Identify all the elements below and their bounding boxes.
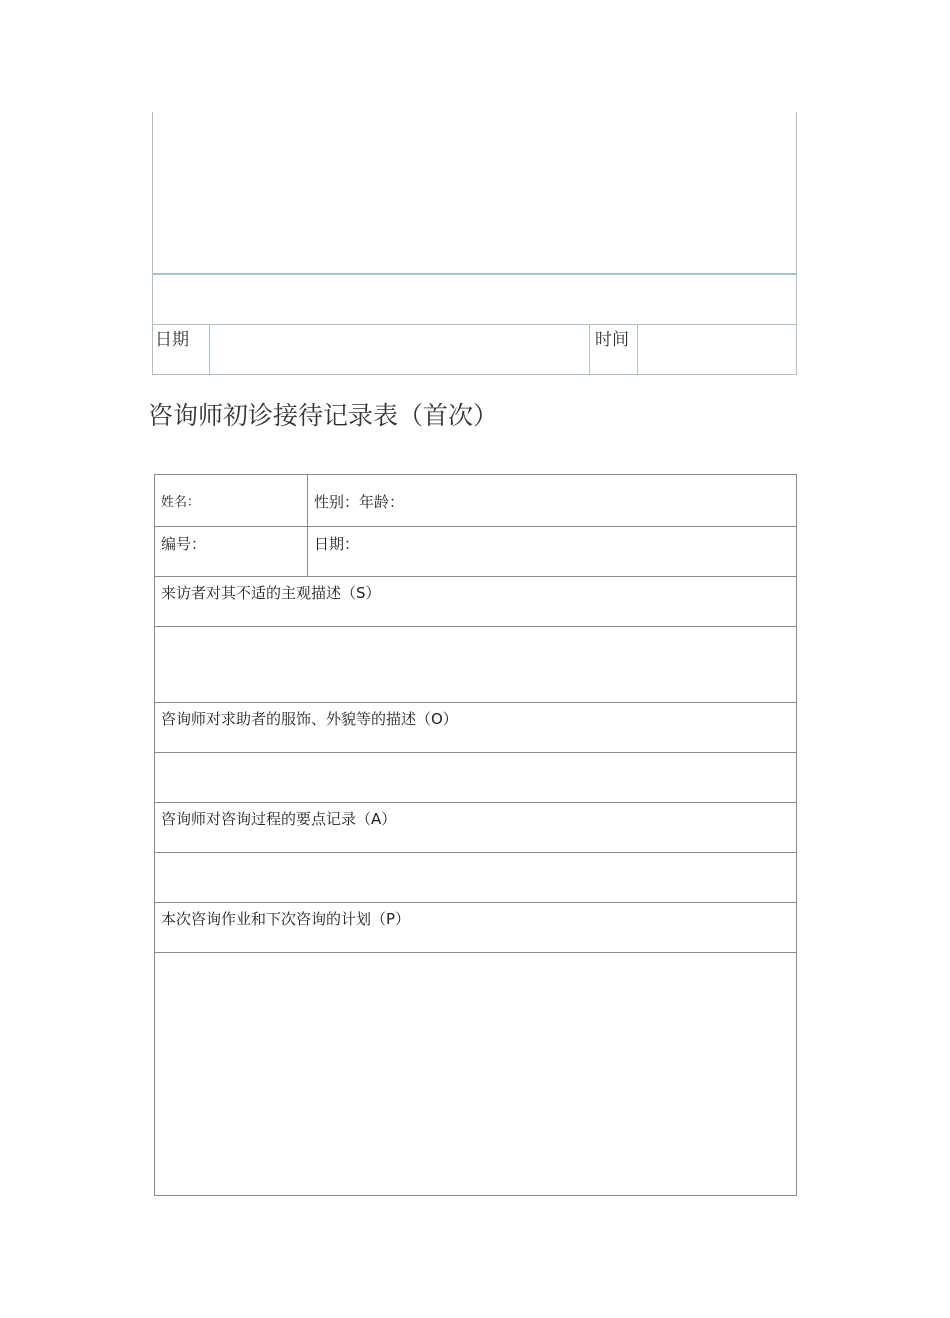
plan-label: 本次咨询作业和下次咨询的计划（P） (161, 910, 411, 928)
subjective-description-label: 来访者对其不适的主观描述（S） (161, 584, 381, 602)
time-label: 时间 (595, 330, 629, 350)
table-row-divider (155, 802, 796, 803)
name-label: 姓名： (161, 495, 201, 510)
table-row-divider (155, 902, 796, 903)
table-right-border (796, 112, 797, 375)
date-label: 日期： (314, 535, 360, 553)
table-row-divider (155, 526, 796, 527)
table-cell-divider (589, 324, 590, 375)
subjective-description-field[interactable] (155, 627, 796, 702)
objective-description-label: 咨询师对求助者的服饰、外貌等的描述（O） (161, 710, 458, 728)
page-title: 咨询师初诊接待记录表（首次） (148, 401, 499, 430)
table-row-divider (152, 273, 797, 275)
record-form-table (154, 474, 797, 1196)
objective-description-field[interactable] (155, 753, 796, 802)
table-row-divider (155, 702, 796, 703)
time-value-cell[interactable] (638, 325, 796, 374)
assessment-record-label: 咨询师对咨询过程的要点记录（A） (161, 810, 397, 828)
gender-age-label: 性别：年龄： (314, 493, 405, 511)
table-row-divider (155, 576, 796, 577)
number-label: 编号： (161, 535, 207, 553)
table-left-border (152, 112, 153, 375)
table-cell-divider (307, 475, 308, 576)
table-bottom-border (152, 374, 797, 375)
date-value-cell[interactable] (210, 325, 589, 374)
date-label: 日期 (155, 330, 189, 350)
plan-field[interactable] (155, 953, 796, 1195)
assessment-record-field[interactable] (155, 853, 796, 902)
continued-table (152, 112, 797, 375)
